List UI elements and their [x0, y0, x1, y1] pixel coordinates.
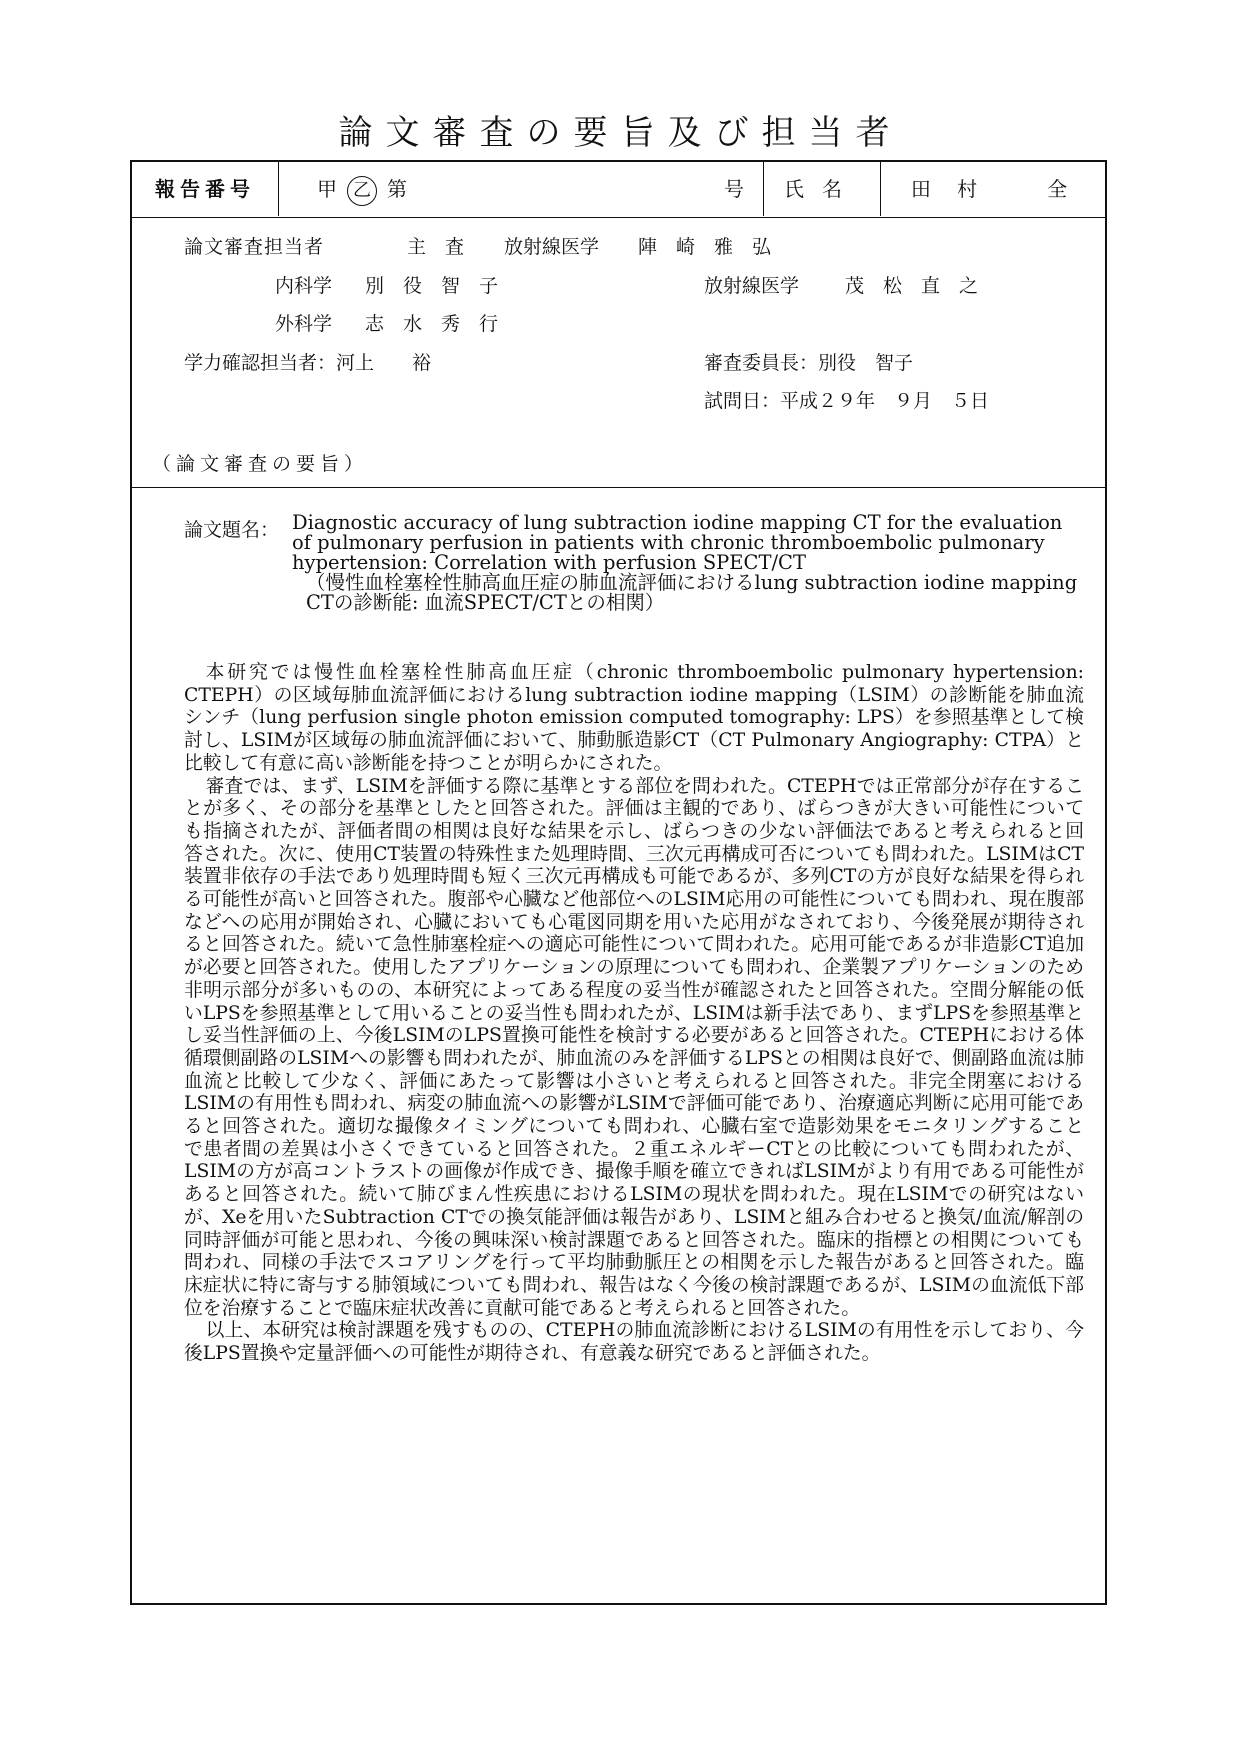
examiners-label: 論文審査担当者 [184, 236, 325, 258]
chief-name: 陣 崎 雅 弘 [638, 236, 772, 258]
thesis-title-japanese: （慢性血栓塞栓性肺高血圧症の肺血流評価におけるlung subtraction iodine mapping CTの診断能: 血流SPECT/CTとの相関） [306, 571, 1078, 614]
summary-paragraph-1: 本研究では慢性血栓塞栓性肺高血圧症（chronic thromboembolic pulmonary hypertension: CTEPH）の区域毎肺血流評価におけるlung subtraction iodine mapping（LSIM）の診断能を肺血流シンチ（lung perfusion single photon emission computed tomography: LPS）を参照基準として検討し、LSIMが区域毎の肺血流評価において、肺動脈造影CT（CT Pulmonary Angiography: CTPA）と比較して有意に高い診断能を持つことが明らかにされた。 [184, 662, 1084, 774]
member3-dept: 外科学 [275, 313, 333, 335]
member1-dept: 内科学 [275, 275, 333, 297]
name-value-text: 田 村 全 [910, 177, 1078, 201]
report-number-field [279, 162, 764, 216]
thesis-title [292, 513, 1082, 613]
member3-name: 志 水 秀 行 [365, 313, 499, 335]
examiners-block [132, 218, 1105, 488]
otsu-circled [343, 162, 381, 216]
name-label: 氏名 [764, 162, 881, 216]
academic-checker: 学力確認担当者：河上 裕 [184, 352, 432, 374]
chief-role: 主 査 [407, 236, 465, 258]
name-value [881, 162, 1107, 216]
member1-name: 別 役 智 子 [365, 275, 499, 297]
report-number-label: 報告番号 [132, 162, 279, 216]
dai-label: 第 [387, 177, 407, 201]
thesis-label: 論文題名： [184, 519, 280, 541]
page-title: 論文審査の要旨及び担当者 [338, 113, 903, 153]
otsu-label: 乙 [347, 176, 377, 206]
member2-name: 茂 松 直 之 [845, 275, 979, 297]
kou-label: 甲 [317, 177, 337, 201]
review-summary [184, 662, 1084, 1366]
exam-date: 試問日：平成２９年 ９月 ５日 [704, 390, 990, 412]
thesis-title-english: Diagnostic accuracy of lung subtraction iodine mapping CT for the evaluation of pulmonary perfusion in patients with chronic thromboembolic pulmonary hypertension: Correlation with perfusion SPECT/CT [292, 511, 1063, 574]
committee-chair: 審査委員長：別役 智子 [704, 352, 914, 374]
member2-dept: 放射線医学 [704, 275, 800, 297]
document-frame [130, 160, 1107, 1605]
summary-paragraph-2: 審査では、まず、LSIMを評価する際に基準とする部位を問われた。CTEPHでは正常部分が存在することが多く、その部分を基準としたと回答された。評価は主観的であり、ばらつきが大きい可能性についても指摘されたが、評価者間の相関は良好な結果を示し、ばらつきの少ない評価法であると考えられると回答された。次に、使用CT装置の特殊性また処理時間、三次元再構成可否についても問われた。LSIMはCT装置非依存の手法であり処理時間も短く三次元再構成も可能であるが、多列CTの方が良好な結果を得られる可能性が高いと回答された。腹部や心臓など他部位へのLSIM応用の可能性についても問われ、現在腹部などへの応用が開始され、心臓においても心電図同期を用いた応用がなされており、今後発展が期待されると回答された。続いて急性肺塞栓症への適応可能性について問われた。応用可能であるが非造影CT追加が必要と回答された。使用したアプリケーションの原理についても問われ、企業製アプリケーションのため非明示部分が多いものの、本研究によってある程度の妥当性が確認されたと回答された。空間分解能の低いLPSを参照基準として用いることの妥当性も問われたが、LSIMは新手法であり、まずLPSを参照基準とし妥当性評価の上、今後LSIMのLPS置換可能性を検討する必要があると回答された。CTEPHにおける体循環側副路のLSIMへの影響も問われたが、肺血流のみを評価するLPSとの相関は良好で、側副路血流は肺血流と比較して少なく、評価にあたって影響は小さいと考えられると回答された。非完全閉塞におけるLSIMの有用性も問われ、病変の肺血流への影響がLSIMで評価可能であり、治療適応判断に応用可能であると回答された。適切な撮像タイミングについても問われ、心臓右室で造影効果をモニタリングすることで患者間の差異は小さくできていると回答された。２重エネルギーCTとの比較についても問われたが、LSIMの方が高コントラストの画像が作成でき、撮像手順を確立できればLSIMがより有用である可能性があると回答された。続いて肺びまん性疾患におけるLSIMの現状を問われた。現在LSIMでの研究はないが、Xeを用いたSubtraction CTでの換気能評価は報告があり、LSIMと組み合わせると換気/血流/解剖の同時評価が可能と思われ、今後の興味深い検討課題であると回答された。臨床的指標との相関についても問われ、同様の手法でスコアリングを行って平均肺動脈圧との相関を示した報告があると回答された。臨床症状に特に寄与する肺領域についても問われ、報告はなく今後の検討課題であるが、LSIMの血流低下部位を治療することで臨床症状改善に貢献可能であると考えられると回答された。 [184, 775, 1084, 1319]
header-row [132, 162, 1105, 218]
go-label: 号 [724, 177, 744, 201]
section-title: （論文審査の要旨） [152, 453, 369, 475]
summary-paragraph-3: 以上、本研究は検討課題を残すものの、CTEPHの肺血流診断におけるLSIMの有用性を示しており、今後LPS置換や定量評価への可能性が期待され、有意義な研究であると評価された。 [184, 1320, 1084, 1365]
chief-dept: 放射線医学 [504, 236, 600, 258]
